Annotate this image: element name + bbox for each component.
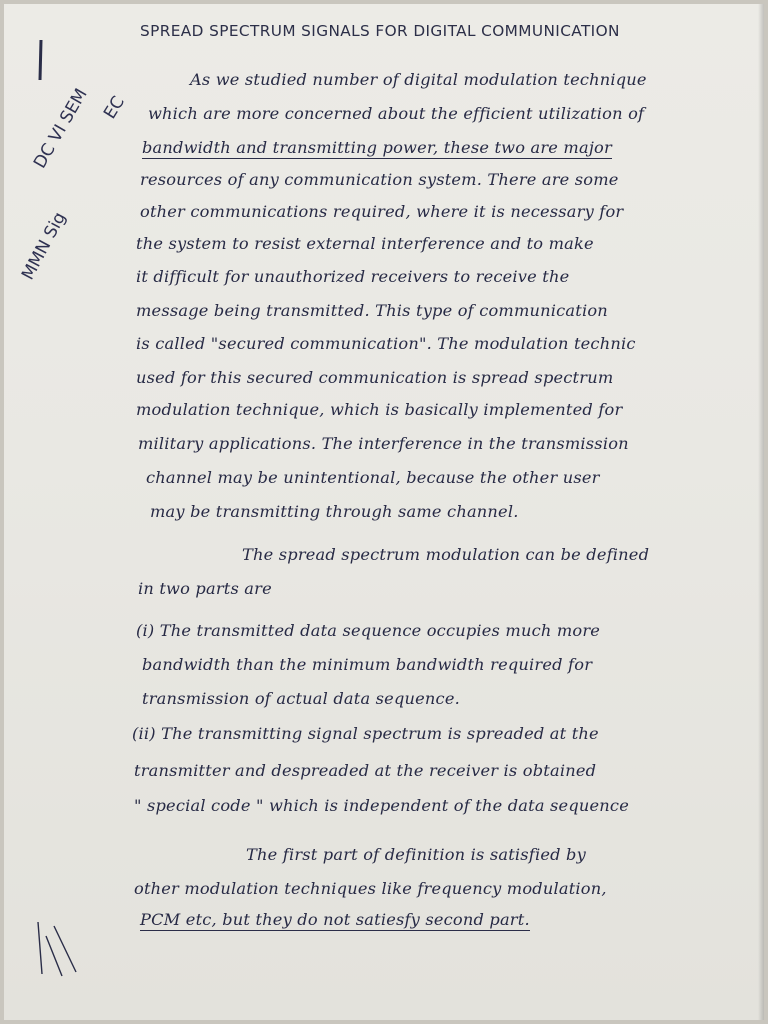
text-line-10: used for this secured communication is spread spectrum: [136, 368, 614, 387]
text-line-14: may be transmitting through same channel.: [150, 502, 519, 521]
text-line-25: PCM etc, but they do not satiesfy second part.: [140, 910, 530, 929]
text-line-9: is called "secured communication". The modulation technic: [136, 334, 636, 353]
page-title: SPREAD SPECTRUM SIGNALS FOR DIGITAL COMMUNICATION: [140, 22, 620, 40]
text-line-16: in two parts are: [138, 579, 272, 598]
text-line-1: As we studied number of digital modulation technique: [190, 70, 647, 89]
text-line-18: bandwidth than the minimum bandwidth required for: [142, 655, 593, 674]
text-line-22: " special code " which is independent of the data sequence: [134, 796, 629, 815]
text-line-3: bandwidth and transmitting power, these two are major: [142, 138, 612, 157]
text-line-13: channel may be unintentional, because the other user: [146, 468, 600, 487]
text-line-5: other communications required, where it is necessary for: [140, 202, 624, 221]
text-line-6: the system to resist external interference and to make: [136, 234, 594, 253]
text-line-23: The first part of definition is satisfied by: [246, 845, 586, 864]
margin-notes: [12, 74, 152, 284]
text-line-17: (i) The transmitted data sequence occupies much more: [136, 621, 601, 640]
text-line-8: message being transmitted. This type of communication: [136, 301, 608, 320]
margin-note-ec: EC: [100, 92, 129, 123]
text-line-21: transmitter and despreaded at the receiver is obtained: [134, 761, 597, 780]
text-line-12: military applications. The interference in the transmission: [138, 434, 629, 453]
margin-note-sem: DC VI SEM: [30, 85, 92, 172]
notebook-page: [4, 4, 764, 1020]
text-line-24: other modulation techniques like frequency modulation,: [134, 879, 607, 898]
page-edge-shadow: [758, 4, 764, 1020]
text-line-19: transmission of actual data sequence.: [142, 689, 460, 708]
text-line-4: resources of any communication system. There are some: [140, 170, 619, 189]
text-line-11: modulation technique, which is basically implemented for: [136, 400, 623, 419]
text-line-15: The spread spectrum modulation can be defined: [242, 545, 650, 564]
margin-stroke-bottom: [32, 916, 82, 986]
text-line-2: which are more concerned about the efficient utilization of: [148, 104, 645, 123]
margin-note-mmn: MMN Sig: [18, 208, 71, 284]
text-line-7: it difficult for unauthorized receivers to receive the: [136, 267, 570, 286]
text-line-20: (ii) The transmitting signal spectrum is spreaded at the: [132, 724, 599, 743]
